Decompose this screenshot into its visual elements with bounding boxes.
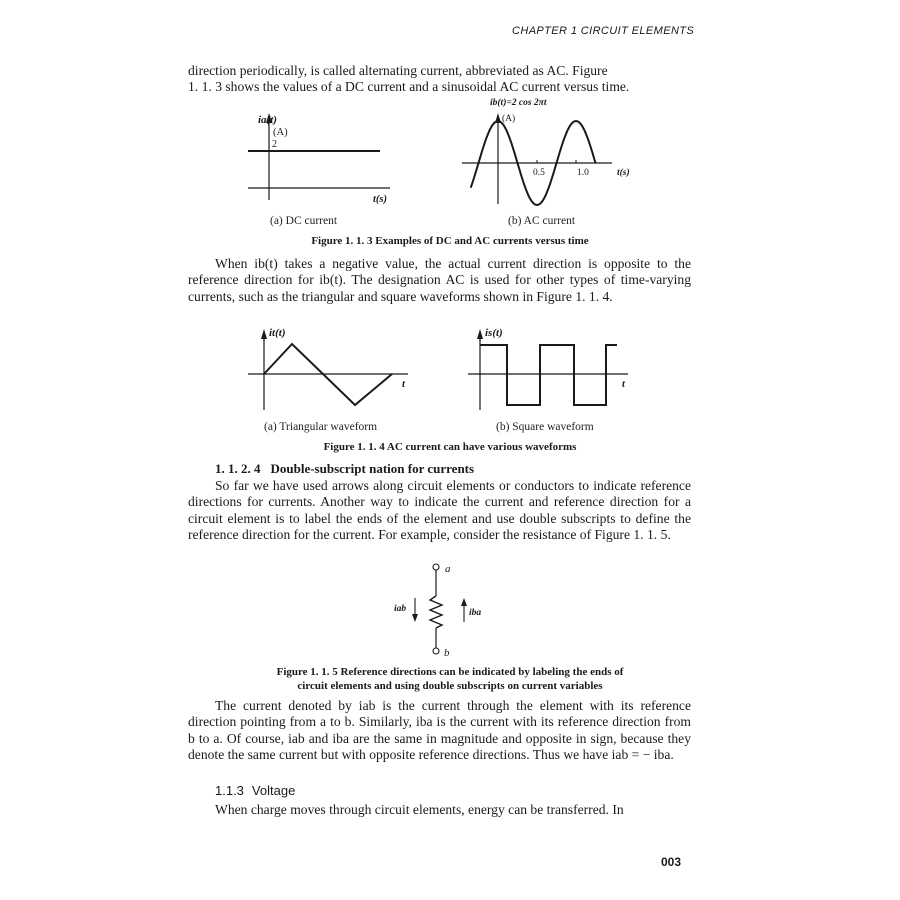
paragraph-line: 1. 1. 3 shows the values of a DC current and a sinusoidal AC current versus time.: [188, 79, 630, 95]
square-waveform: [480, 345, 617, 405]
subfigure-label: (a) DC current: [270, 215, 338, 227]
figure-caption: Figure 1. 1. 3 Examples of DC and AC currents versus time: [311, 235, 589, 247]
section-number: 1. 1. 2. 4: [215, 461, 261, 476]
ac-unit-label: (A): [502, 114, 516, 124]
y-axis-arrow: [477, 329, 483, 339]
paragraph-voltage-intro: When charge moves through circuit elements, energy can be transferred. In: [215, 802, 624, 817]
subfigure-label: (a) Triangular waveform: [264, 421, 378, 433]
tri-x-label: t: [402, 379, 405, 390]
resistor: [430, 596, 442, 628]
iab-arrow-head: [412, 614, 418, 622]
paragraph-current-notation: The current denoted by iab is the current through the element with its reference direction pointing from a to b. Similarly, iba is the current with its reference direction from b to a. Of course, iab and iba are the same in magnitude and opposite in sign, because they denote the same current but with opposite reference directions. Thus we have iab = − iba.: [188, 698, 691, 763]
sq-y-label: is(t): [485, 327, 503, 339]
node-b-terminal: [433, 648, 439, 654]
square-wave-plot: [465, 325, 635, 415]
subfigure-label: (b) AC current: [508, 215, 576, 227]
node-a-label: a: [445, 563, 451, 575]
section-number: 1.1.3: [215, 783, 244, 798]
running-header: CHAPTER 1 CIRCUIT ELEMENTS: [512, 25, 695, 37]
tri-y-label: it(t): [269, 327, 286, 339]
tick-label: 0.5: [533, 168, 545, 178]
figure-caption: Figure 1. 1. 4 AC current can have various waveforms: [323, 441, 577, 453]
node-b-label: b: [444, 647, 450, 659]
tick-label: 1.0: [577, 168, 589, 178]
dc-unit-label: (A): [273, 127, 288, 138]
node-a-terminal: [433, 564, 439, 570]
paragraph-ac-types: When ib(t) takes a negative value, the actual current direction is opposite to the reference direction for ib(t). The designation AC is used for other types of time-varying currents, such as the triangular and square waveforms shown in Figure 1. 1. 4.: [188, 256, 691, 304]
figure-caption: circuit elements and using double subscripts on current variables: [297, 680, 603, 692]
ac-current-plot: [460, 96, 640, 208]
ac-y-label: ib(t)=2 cos 2πt: [490, 98, 547, 108]
dc-current-plot: [240, 105, 400, 210]
triangular-wave-plot: [245, 325, 415, 415]
resistor-diagram: [380, 560, 500, 660]
figure-caption: Figure 1. 1. 5 Reference directions can be indicated by labeling the ends of: [276, 666, 624, 678]
section-title: Voltage: [251, 783, 296, 798]
sq-x-label: t: [622, 379, 625, 390]
dc-x-label: t(s): [373, 194, 387, 205]
iba-label: iba: [469, 608, 482, 618]
section-heading: [215, 783, 295, 798]
dc-y-label: ia(t): [258, 114, 277, 126]
page-number: 003: [661, 855, 682, 869]
iab-label: iab: [394, 604, 407, 614]
dc-level-label: 2: [272, 139, 277, 150]
subfigure-label: (b) Square waveform: [496, 421, 594, 433]
section-heading: [215, 461, 474, 477]
paragraph-ac-intro: [188, 63, 691, 96]
iba-arrow-head: [461, 598, 467, 606]
section-title: Double-subscript nation for currents: [270, 461, 475, 476]
ac-x-label: t(s): [617, 168, 630, 178]
paragraph-double-subscript: So far we have used arrows along circuit elements or conductors to indicate reference directions for currents. Another way to indicate the current and reference direction for a circuit element is to label the ends of the element and use double subscripts to define the reference direction for the current. For example, consider the resistance of Figure 1. 1. 5.: [188, 478, 691, 543]
y-axis-arrow: [261, 329, 267, 339]
paragraph-line: direction periodically, is called alternating current, abbreviated as AC. Figure: [188, 63, 608, 78]
